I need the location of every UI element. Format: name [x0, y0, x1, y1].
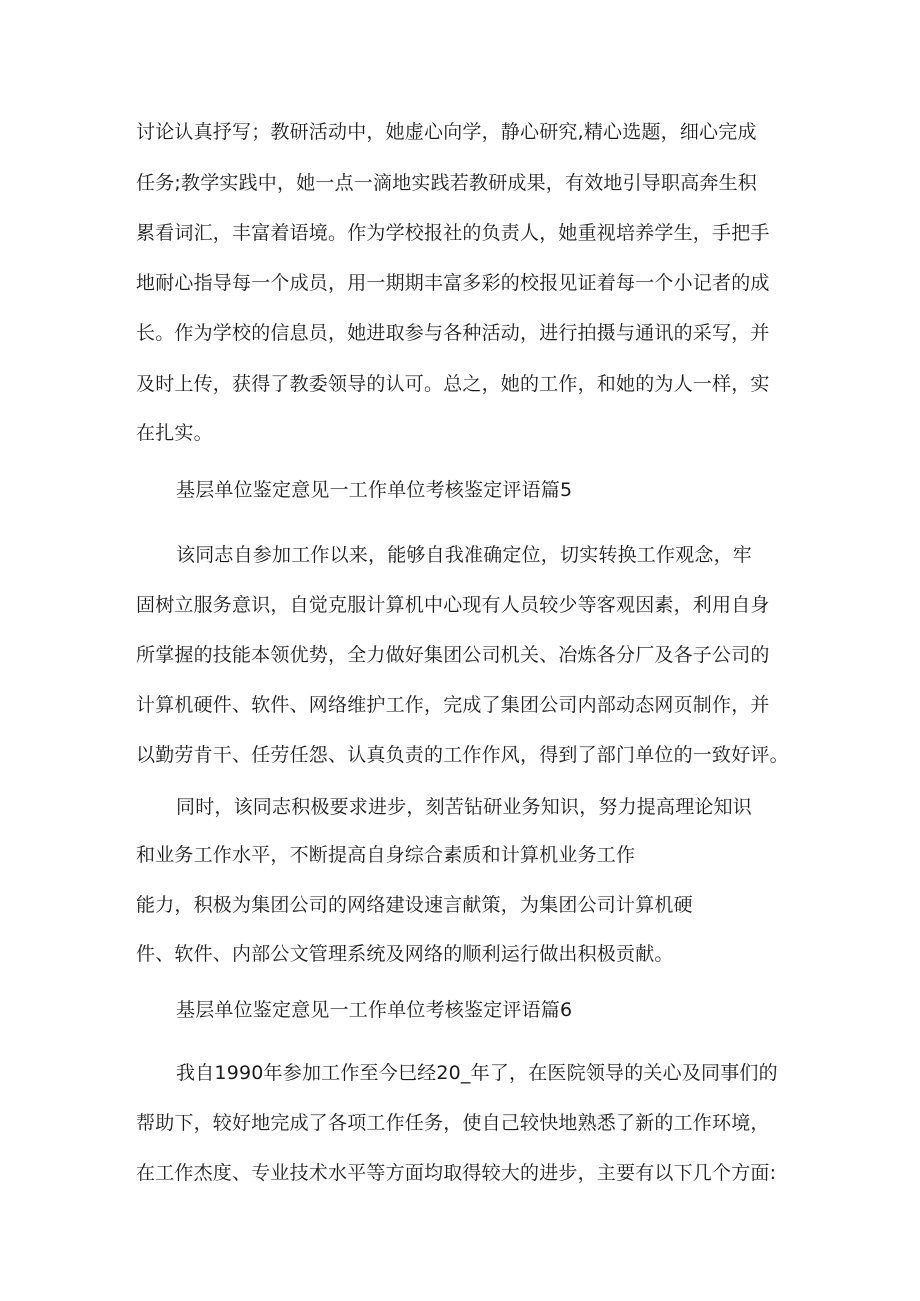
text-line: 地耐心指导每一个成员，用一期期丰富多彩的校报见证着每一个小记者的成 — [136, 272, 770, 294]
text-line: 在工作杰度、专业技术水平等方面均取得较大的进步，主要有以下几个方面: — [136, 1162, 777, 1184]
text-line: 任务;教学实践中，她一点一滴地实践若教研成果，有效地引导职高奔生积 — [136, 172, 758, 194]
text-line: 以勤劳肯干、任劳任怨、认真负责的工作作风，得到了部门单位的一致好评。 — [136, 744, 789, 766]
section-heading-5: 基层单位鉴定意见一工作单位考核鉴定评语篇5 — [176, 479, 573, 501]
text-line: 讨论认真抒写；教研活动中，她虚心向学，静心研究,精心选题，细心完成 — [136, 121, 757, 143]
text-line: 该同志自参加工作以来，能够自我准确定位，切实转换工作观念，牢 — [176, 544, 753, 566]
text-line: 及时上传，获得了教委领导的认可。总之，她的工作，和她的为人一样，实 — [136, 373, 770, 395]
text-line: 计算机硬件、软件、网络维护工作，完成了集团公司内部动态网页制作，并 — [136, 694, 770, 716]
text-line: 和业务工作水平，不断提高自身综合素质和计算机业务工作 — [136, 844, 636, 866]
text-line: 在扎实。 — [136, 422, 213, 444]
text-line: 固树立服务意识，自觉克服计算机中心现有人员较少等客观因素，利用自身 — [136, 594, 770, 616]
text-line: 件、软件、内部公文管理系统及网络的顺利运行做出积极贡献。 — [136, 943, 674, 965]
text-line: 帮助下，较好地完成了各项工作任务，使自己较快地熟悉了新的工作环境， — [136, 1112, 770, 1134]
text-line: 能力，积极为集团公司的网络建设速言献策，为集团公司计算机硬 — [136, 894, 693, 916]
text-line: 我自1990年参加工作至今巳经20_年了，在医院领导的关心及同事们的 — [176, 1062, 778, 1084]
text-line: 长。作为学校的信息员，她进取参与各种活动，进行拍摄与通讯的采写，并 — [136, 322, 770, 344]
text-line: 所掌握的技能本领优势，全力做好集团公司机关、冶炼各分厂及各子公司的 — [136, 644, 770, 666]
text-line: 同时，该同志积极要求进步，刻苦钻研业务知识，努力提高理论知识 — [176, 796, 753, 818]
section-heading-6: 基层单位鉴定意见一工作单位考核鉴定评语篇6 — [176, 999, 573, 1021]
text-line: 累看词汇，丰富着语境。作为学校报社的负责人，她重视培养学生，手把手 — [136, 222, 770, 244]
